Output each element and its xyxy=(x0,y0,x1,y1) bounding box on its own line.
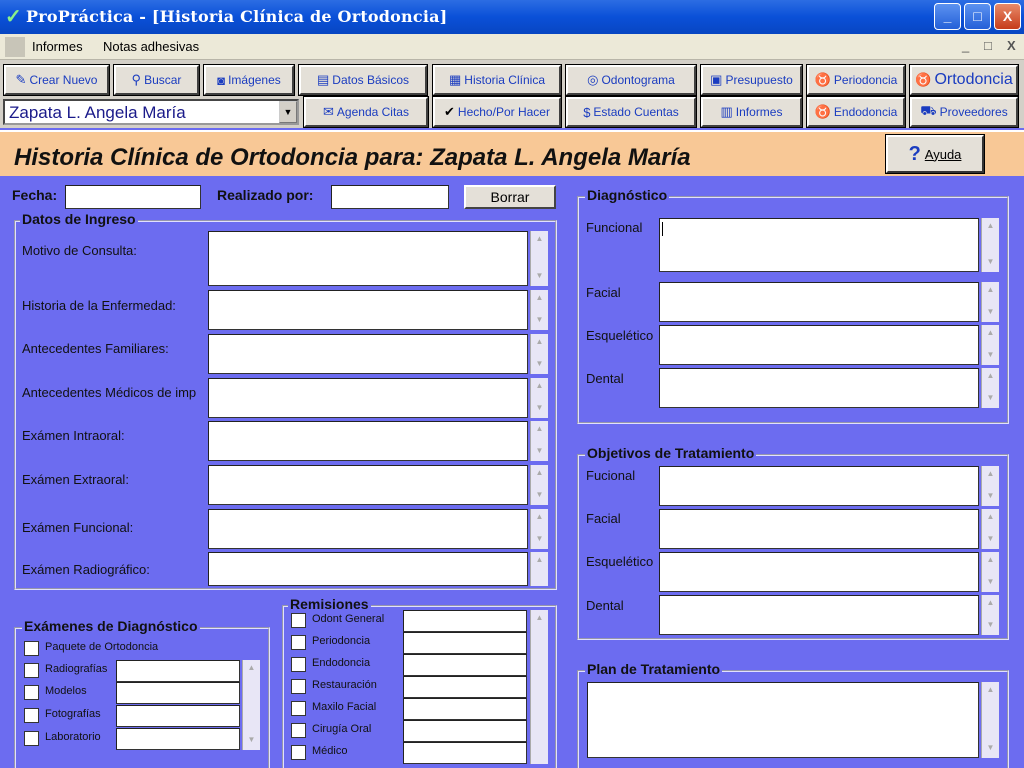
cirugia-oral-checkbox[interactable] xyxy=(291,723,306,738)
chevron-down-icon[interactable]: ▼ xyxy=(279,101,297,123)
realizado-input[interactable] xyxy=(331,185,449,209)
historia-clinica-label: Historia Clínica xyxy=(464,73,545,87)
periodoncia-label: Periodoncia xyxy=(833,73,898,87)
modelos-checkbox[interactable] xyxy=(24,685,39,700)
checkmark-icon: ✔ xyxy=(444,104,455,119)
objetivos-title: Objetivos de Tratamiento xyxy=(587,445,755,461)
endodoncia-rem-label: Endodoncia xyxy=(312,657,371,669)
cirugia-oral-input[interactable] xyxy=(403,720,527,742)
presupuesto-button[interactable] xyxy=(701,65,802,95)
restauracion-label: Restauración xyxy=(312,679,377,691)
diag-funcional-label: Funcional xyxy=(586,220,643,235)
laboratorio-input[interactable] xyxy=(116,728,240,750)
estado-cuentas-button[interactable] xyxy=(566,97,696,127)
obj-facial-label: Facial xyxy=(586,511,621,526)
presupuesto-label: Presupuesto xyxy=(725,73,793,87)
menu-notas-adhesivas[interactable]: Notas adhesivas xyxy=(103,39,200,54)
estado-cuentas-label: Estado Cuentas xyxy=(593,105,679,119)
scrollbar[interactable]: ▲ ▼ xyxy=(530,231,548,286)
endodoncia-label: Endodoncia xyxy=(833,105,898,119)
report-icon: ▥ xyxy=(720,104,733,119)
obj-dental-textarea[interactable] xyxy=(659,595,979,635)
crear-nuevo-button[interactable] xyxy=(4,65,109,95)
examen-radiografico-textarea[interactable] xyxy=(208,552,528,586)
title-bar xyxy=(0,0,1024,34)
hecho-por-hacer-label: Hecho/Por Hacer xyxy=(457,105,550,119)
app-check-icon: ✓ xyxy=(5,6,22,28)
diag-dental-textarea[interactable] xyxy=(659,368,979,408)
antecedentes-familiares-label: Antecedentes Familiares: xyxy=(22,341,169,356)
modelos-label: Modelos xyxy=(45,685,87,697)
obj-esqueletico-label: Esquelético xyxy=(586,554,654,569)
calendar-icon: ✉ xyxy=(323,104,334,119)
paquete-checkbox[interactable] xyxy=(24,641,39,656)
scrollbar[interactable]: ▲ ▼ xyxy=(530,290,548,330)
diag-dental-label: Dental xyxy=(586,371,624,386)
paquete-label: Paquete de Ortodoncia xyxy=(45,641,159,653)
buscar-label: Buscar xyxy=(144,73,182,87)
scrollbar[interactable]: ▲ ▼ xyxy=(981,595,999,635)
examenes-title: Exámenes de Diagnóstico xyxy=(24,618,198,634)
ortodoncia-label: Ortodoncia xyxy=(934,71,1013,88)
examen-funcional-label: Exámen Funcional: xyxy=(22,520,134,535)
maxilo-facial-label: Maxilo Facial xyxy=(312,701,377,713)
diagnostico-title: Diagnóstico xyxy=(587,187,668,203)
odont-general-input[interactable] xyxy=(403,610,527,632)
radiografias-label: Radiografías xyxy=(45,663,108,675)
odont-general-checkbox[interactable] xyxy=(291,613,306,628)
scrollbar[interactable]: ▲ ▼ xyxy=(530,334,548,374)
scrollbar[interactable]: ▲ ▼ xyxy=(242,660,260,750)
examen-radiografico-label: Exámen Radiográfico: xyxy=(22,562,150,577)
scrollbar[interactable]: ▲ ▼ xyxy=(981,682,999,758)
scrollbar[interactable]: ▲ ▼ xyxy=(530,465,548,505)
menu-informes[interactable]: Informes xyxy=(32,39,83,54)
datos-basicos-label: Datos Básicos xyxy=(332,73,409,87)
pencil-icon: ✎ xyxy=(15,72,27,87)
laboratorio-checkbox[interactable] xyxy=(24,731,39,746)
periodoncia-checkbox[interactable] xyxy=(291,635,306,650)
page-title: Historia Clínica de Ortodoncia para: Zapata L. Angela María xyxy=(14,144,691,171)
medico-input[interactable] xyxy=(403,742,527,764)
proveedores-label: Proveedores xyxy=(939,105,1008,119)
odont-general-label: Odont General xyxy=(312,613,385,625)
scrollbar[interactable]: ▲ ▼ xyxy=(981,368,999,408)
proveedores-button[interactable] xyxy=(910,97,1018,127)
diag-esqueletico-textarea[interactable] xyxy=(659,325,979,365)
laboratorio-label: Laboratorio xyxy=(45,731,101,743)
examen-intraoral-textarea[interactable] xyxy=(208,421,528,461)
scrollbar[interactable]: ▲ ▼ xyxy=(530,509,548,549)
borrar-button[interactable]: Borrar xyxy=(464,185,556,209)
scrollbar[interactable]: ▲ ▼ xyxy=(981,282,999,322)
scrollbar[interactable]: ▲ ▼ xyxy=(981,509,999,549)
diag-facial-textarea[interactable] xyxy=(659,282,979,322)
tooth-icon: ♉ xyxy=(814,72,831,87)
scrollbar[interactable]: ▲ ▼ xyxy=(981,552,999,592)
scrollbar[interactable]: ▲ ▼ xyxy=(530,378,548,418)
medico-checkbox[interactable] xyxy=(291,745,306,760)
realizado-label: Realizado por: xyxy=(217,187,314,203)
examen-funcional-textarea[interactable] xyxy=(208,509,528,549)
text-caret xyxy=(662,222,663,236)
plan-title: Plan de Tratamiento xyxy=(587,661,721,677)
cirugia-oral-label: Cirugía Oral xyxy=(312,723,372,735)
imagenes-label: Imágenes xyxy=(228,73,281,87)
crear-nuevo-label: Crear Nuevo xyxy=(29,73,98,87)
historia-clinica-button[interactable] xyxy=(433,65,561,95)
diag-facial-label: Facial xyxy=(586,285,621,300)
fotografias-input[interactable] xyxy=(116,705,240,727)
teeth-chart-icon: ◎ xyxy=(587,72,599,87)
close-button[interactable]: X xyxy=(994,3,1021,30)
odontograma-button[interactable] xyxy=(566,65,696,95)
mdi-close-button[interactable]: X xyxy=(1007,38,1016,53)
scrollbar[interactable]: ▲ ▼ xyxy=(981,325,999,365)
endodoncia-button[interactable] xyxy=(807,97,905,127)
window-title: ProPráctica - [Historia Clínica de Ortodoncia] xyxy=(26,7,448,26)
examen-extraoral-textarea[interactable] xyxy=(208,465,528,505)
agenda-citas-label: Agenda Citas xyxy=(336,105,409,119)
examen-extraoral-label: Exámen Extraoral: xyxy=(22,472,129,487)
printer-icon: ▦ xyxy=(449,72,462,87)
periodoncia-rem-label: Periodoncia xyxy=(312,635,371,647)
binoculars-icon: ⚲ xyxy=(131,72,142,87)
restauracion-input[interactable] xyxy=(403,676,527,698)
motivo-label: Motivo de Consulta: xyxy=(22,243,137,258)
plan-textarea[interactable] xyxy=(587,682,979,758)
help-label: Ayuda xyxy=(924,146,962,162)
informes-label: Informes xyxy=(735,105,783,119)
fotografias-label: Fotografías xyxy=(45,708,101,720)
imagenes-button[interactable] xyxy=(204,65,294,95)
remisiones-title: Remisiones xyxy=(290,596,369,612)
card-icon: ▤ xyxy=(317,72,330,87)
truck-icon: ⛟ xyxy=(920,103,937,118)
periodoncia-button[interactable] xyxy=(807,65,905,95)
help-button[interactable] xyxy=(886,135,984,173)
diag-funcional-textarea[interactable] xyxy=(659,218,979,272)
menu-grip-icon xyxy=(5,37,25,57)
maxilo-facial-checkbox[interactable] xyxy=(291,701,306,716)
hecho-por-hacer-button[interactable] xyxy=(433,97,561,127)
scrollbar[interactable]: ▲ xyxy=(530,552,548,586)
money-icon: $ xyxy=(583,104,591,120)
restauracion-checkbox[interactable] xyxy=(291,679,306,694)
ortodoncia-button[interactable] xyxy=(910,65,1018,95)
tooth-root-icon: ♉ xyxy=(814,104,831,119)
historia-enfermedad-label: Historia de la Enfermedad: xyxy=(22,298,176,313)
patient-select-value: Zapata L. Angela María xyxy=(9,103,186,122)
minimize-button[interactable]: _ xyxy=(934,3,961,30)
medico-label: Médico xyxy=(312,745,348,757)
informes-button[interactable] xyxy=(701,97,802,127)
radiografias-checkbox[interactable] xyxy=(24,663,39,678)
endodoncia-input[interactable] xyxy=(403,654,527,676)
question-icon: ? xyxy=(908,142,921,165)
obj-funcional-textarea[interactable] xyxy=(659,466,979,506)
fecha-label: Fecha: xyxy=(12,187,58,203)
radiografias-input[interactable] xyxy=(116,660,240,682)
scrollbar[interactable]: ▲ xyxy=(530,610,548,764)
scrollbar[interactable]: ▲ ▼ xyxy=(530,421,548,461)
endodoncia-checkbox[interactable] xyxy=(291,657,306,672)
obj-funcional-label: Fucional xyxy=(586,468,636,483)
modelos-input[interactable] xyxy=(116,682,240,704)
antecedentes-medicos-textarea[interactable] xyxy=(208,378,528,418)
periodoncia-input[interactable] xyxy=(403,632,527,654)
obj-dental-label: Dental xyxy=(586,598,624,613)
scrollbar[interactable]: ▲ ▼ xyxy=(981,466,999,506)
datos-ingreso-title: Datos de Ingreso xyxy=(22,211,136,227)
antecedentes-medicos-label: Antecedentes Médicos de imp xyxy=(22,385,197,400)
maxilo-facial-input[interactable] xyxy=(403,698,527,720)
fotografias-checkbox[interactable] xyxy=(24,708,39,723)
menu-bar xyxy=(0,34,1024,60)
fecha-input[interactable] xyxy=(65,185,201,209)
braces-tooth-icon: ♉ xyxy=(915,72,932,87)
datos-basicos-button[interactable] xyxy=(299,65,427,95)
obj-facial-textarea[interactable] xyxy=(659,509,979,549)
calculator-icon: ▣ xyxy=(710,72,723,87)
diag-esqueletico-label: Esquelético xyxy=(586,328,654,343)
examen-intraoral-label: Exámen Intraoral: xyxy=(22,428,125,443)
buscar-button[interactable] xyxy=(114,65,199,95)
page-header xyxy=(0,130,1024,176)
antecedentes-familiares-textarea[interactable] xyxy=(208,334,528,374)
mdi-minimize-button[interactable]: _ xyxy=(962,38,970,53)
historia-enfermedad-textarea[interactable] xyxy=(208,290,528,330)
motivo-textarea[interactable] xyxy=(208,231,528,286)
obj-esqueletico-textarea[interactable] xyxy=(659,552,979,592)
scrollbar[interactable]: ▲ ▼ xyxy=(981,218,999,272)
odontograma-label: Odontograma xyxy=(601,73,675,87)
maximize-button[interactable]: □ xyxy=(964,3,991,30)
camera-icon: ◙ xyxy=(217,72,226,88)
agenda-citas-button[interactable] xyxy=(304,97,428,127)
mdi-restore-button[interactable]: □ xyxy=(984,38,992,53)
patient-select[interactable] xyxy=(3,99,299,125)
